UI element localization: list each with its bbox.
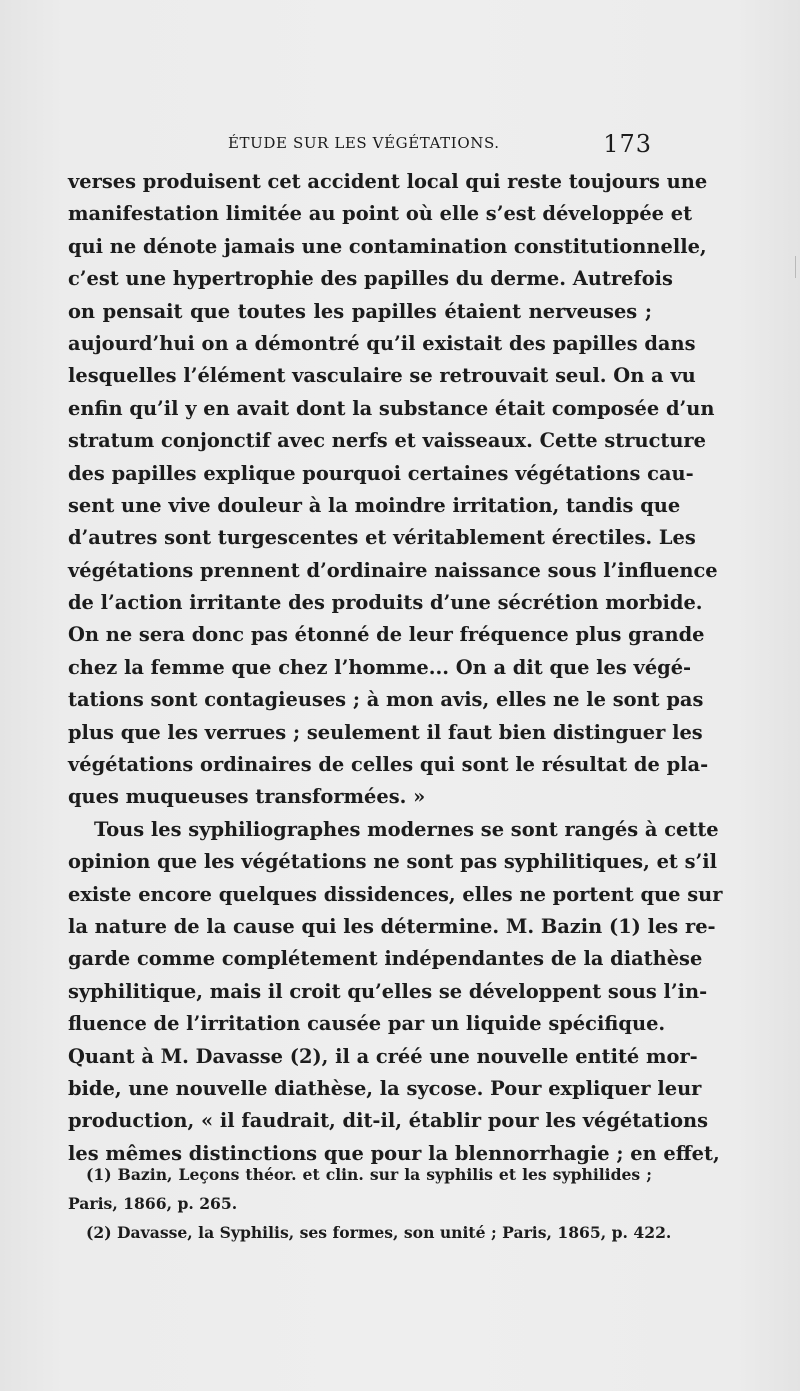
page-number: 173 — [603, 130, 652, 158]
text-line: plus que les verrues ; seulement il faut bien distinguer les — [68, 720, 703, 744]
footnote-1-continued: Paris, 1866, p. 265. — [68, 1194, 238, 1213]
text-line: tations sont contagieuses ; à mon avis, elles ne le sont pas — [68, 688, 704, 712]
text-line: lesquelles l’élément vasculaire se retrouvait seul. On a vu — [68, 364, 696, 388]
running-head: ÉTUDE SUR LES VÉGÉTATIONS. — [228, 134, 500, 152]
text-line: enfin qu’il y en avait dont la substance était composée d’un — [68, 396, 715, 420]
text-line: végétations ordinaires de celles qui sont le résultat de pla- — [68, 753, 709, 777]
text-line: végétations prennent d’ordinaire naissance sous l’influence — [68, 558, 718, 582]
text-line: manifestation limitée au point où elle s’est développée et — [68, 202, 693, 226]
text-line: Quant à M. Davasse (2), il a créé une nouvelle entité mor- — [68, 1044, 698, 1068]
footnote-1: (1) Bazin, Leçons théor. et clin. sur la syphilis et les syphilides ; — [86, 1165, 652, 1184]
text-line: existe encore quelques dissidences, elles ne portent que sur — [68, 882, 723, 906]
text-line: opinion que les végétations ne sont pas syphilitiques, et s’il — [68, 850, 718, 874]
text-line: d’autres sont turgescentes et véritablement érectiles. Les — [68, 526, 696, 550]
text-line: des papilles explique pourquoi certaines végétations cau- — [68, 461, 694, 485]
text-line: de l’action irritante des produits d’une sécrétion morbide. — [68, 591, 703, 615]
text-line: ques muqueuses transformées. » — [68, 785, 426, 809]
text-line: la nature de la cause qui les détermine. M. Bazin (1) les re- — [68, 914, 716, 938]
text-line: aujourd’hui on a démontré qu’il existait des papilles dans — [68, 331, 696, 355]
text-line: les mêmes distinctions que pour la blennorrhagie ; en effet, — [68, 1141, 720, 1165]
text-line: chez la femme que chez l’homme... On a dit que les végé- — [68, 655, 692, 679]
text-line: fluence de l’irritation causée par un liquide spécifique. — [68, 1012, 666, 1036]
page-header — [68, 130, 652, 160]
text-line: sent une vive douleur à la moindre irritation, tandis que — [68, 493, 681, 517]
text-line: garde comme complétement indépendantes de la diathèse — [68, 947, 703, 971]
text-line: stratum conjonctif avec nerfs et vaisseaux. Cette structure — [68, 429, 706, 453]
text-line: qui ne dénote jamais une contamination constitutionnelle, — [68, 234, 707, 258]
paragraph-start-line: Tous les syphiliographes modernes se sont rangés à cette — [94, 817, 719, 841]
footnote-2: (2) Davasse, la Syphilis, ses formes, son unité ; Paris, 1865, p. 422. — [86, 1223, 672, 1242]
text-line: bide, une nouvelle diathèse, la sycose. Pour expliquer leur — [68, 1076, 702, 1100]
text-line: production, « il faudrait, dit-il, établir pour les végétations — [68, 1109, 709, 1133]
text-line: verses produisent cet accident local qui reste toujours une — [68, 170, 708, 193]
text-line: c’est une hypertrophie des papilles du derme. Autrefois — [68, 267, 673, 291]
text-line: on pensait que toutes les papilles étaient nerveuses ; — [68, 299, 652, 323]
page-edge-mark — [795, 256, 796, 278]
footnotes — [68, 1160, 672, 1247]
body-text — [68, 166, 723, 1170]
text-line: syphilitique, mais il croit qu’elles se développent sous l’in- — [68, 979, 708, 1003]
text-line: On ne sera donc pas étonné de leur fréquence plus grande — [68, 623, 705, 647]
